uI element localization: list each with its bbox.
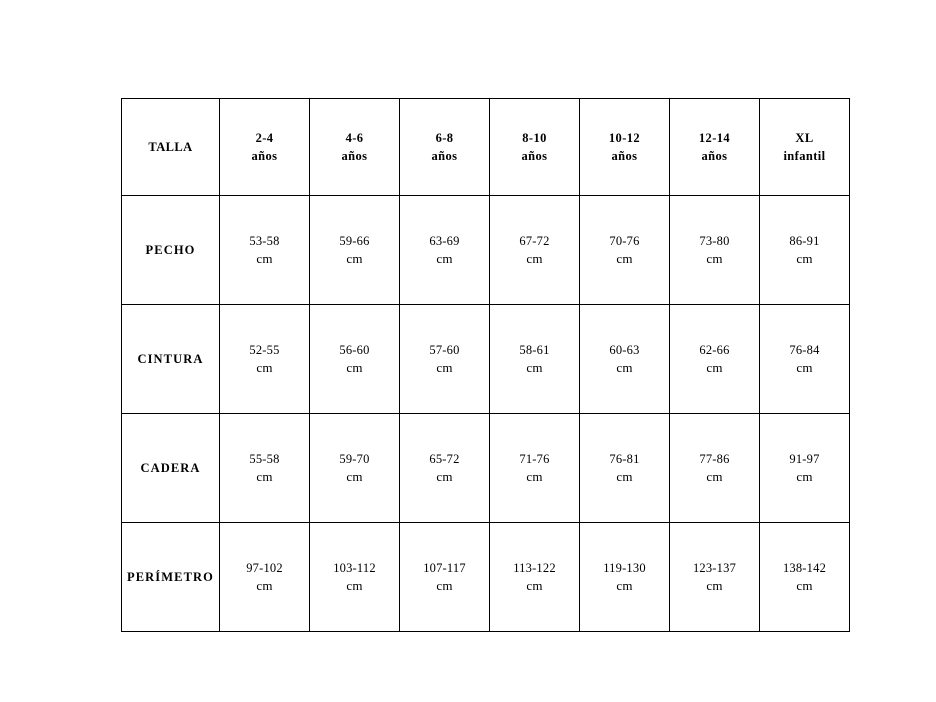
cell-cintura-8-10: [490, 305, 580, 414]
cell-unit: cm: [256, 468, 273, 484]
column-header-line2: años: [251, 149, 278, 163]
cell-cadera-2-4: [220, 414, 310, 523]
cell-range: 76-81: [609, 451, 640, 466]
cell-cintura-12-14: [670, 305, 760, 414]
cell-range: 70-76: [609, 233, 640, 248]
cell-unit: cm: [706, 359, 723, 375]
cell-cadera-10-12: [580, 414, 670, 523]
column-header-2-4: [220, 99, 310, 196]
column-header-6-8: [400, 99, 490, 196]
table-body: [122, 196, 850, 632]
cell-unit: cm: [616, 250, 633, 266]
cell-range: 73-80: [699, 233, 730, 248]
cell-perimetro-6-8: [400, 523, 490, 632]
column-header-line1: 8-10: [522, 130, 547, 145]
cell-unit: cm: [706, 468, 723, 484]
cell-range: 113-122: [513, 560, 556, 575]
cell-unit: cm: [706, 250, 723, 266]
cell-unit: cm: [346, 468, 363, 484]
column-header-line1: 10-12: [608, 130, 641, 145]
cell-cintura-6-8: [400, 305, 490, 414]
cell-range: 103-112: [333, 560, 376, 575]
cell-perimetro-10-12: [580, 523, 670, 632]
column-header-line2: años: [521, 149, 548, 163]
cell-pecho-10-12: [580, 196, 670, 305]
cell-cintura-xl-infantil: [760, 305, 850, 414]
cell-cintura-10-12: [580, 305, 670, 414]
table-header-row: [122, 99, 850, 196]
cell-range: 138-142: [782, 560, 827, 575]
column-header-10-12: [580, 99, 670, 196]
cell-range: 58-61: [519, 342, 550, 357]
cell-unit: cm: [256, 359, 273, 375]
cell-range: 63-69: [429, 233, 460, 248]
cell-perimetro-2-4: [220, 523, 310, 632]
cell-perimetro-12-14: [670, 523, 760, 632]
cell-unit: cm: [796, 250, 813, 266]
column-header-xl-infantil: [760, 99, 850, 196]
cell-unit: cm: [616, 468, 633, 484]
cell-pecho-8-10: [490, 196, 580, 305]
cell-perimetro-8-10: [490, 523, 580, 632]
cell-range: 60-63: [609, 342, 640, 357]
cell-range: 65-72: [429, 451, 460, 466]
cell-range: 107-117: [423, 560, 466, 575]
row-label-perimetro: PERÍMETRO: [122, 523, 220, 632]
cell-range: 53-58: [249, 233, 280, 248]
cell-pecho-2-4: [220, 196, 310, 305]
cell-range: 119-130: [603, 560, 646, 575]
table-row: [122, 305, 850, 414]
cell-unit: cm: [616, 577, 633, 593]
cell-unit: cm: [526, 468, 543, 484]
cell-cadera-8-10: [490, 414, 580, 523]
cell-pecho-4-6: [310, 196, 400, 305]
cell-unit: cm: [436, 577, 453, 593]
cell-range: 56-60: [339, 342, 370, 357]
cell-unit: cm: [346, 250, 363, 266]
cell-range: 62-66: [699, 342, 730, 357]
cell-unit: cm: [436, 250, 453, 266]
column-header-line2: infantil: [783, 149, 826, 163]
size-chart-table-wrapper: [121, 98, 827, 616]
cell-perimetro-xl-infantil: [760, 523, 850, 632]
column-header-line1: 6-8: [435, 130, 454, 145]
cell-unit: cm: [796, 577, 813, 593]
cell-range: 52-55: [249, 342, 280, 357]
column-header-line2: años: [341, 149, 368, 163]
cell-unit: cm: [706, 577, 723, 593]
cell-range: 86-91: [789, 233, 820, 248]
table-header: [122, 99, 850, 196]
column-header-line2: años: [611, 149, 638, 163]
column-header-line1: 12-14: [698, 130, 731, 145]
cell-unit: cm: [616, 359, 633, 375]
cell-cintura-2-4: [220, 305, 310, 414]
cell-cadera-12-14: [670, 414, 760, 523]
cell-range: 55-58: [249, 451, 280, 466]
cell-cintura-4-6: [310, 305, 400, 414]
cell-pecho-12-14: [670, 196, 760, 305]
column-header-8-10: [490, 99, 580, 196]
cell-unit: cm: [436, 468, 453, 484]
header-corner-talla: TALLA: [122, 99, 220, 196]
row-label-pecho: PECHO: [122, 196, 220, 305]
cell-unit: cm: [436, 359, 453, 375]
cell-cadera-xl-infantil: [760, 414, 850, 523]
cell-unit: cm: [346, 577, 363, 593]
cell-range: 97-102: [246, 560, 283, 575]
cell-unit: cm: [256, 250, 273, 266]
cell-unit: cm: [346, 359, 363, 375]
table-row: [122, 196, 850, 305]
column-header-line1: XL: [795, 130, 814, 145]
cell-unit: cm: [526, 359, 543, 375]
table-row: [122, 414, 850, 523]
row-label-cintura: CINTURA: [122, 305, 220, 414]
column-header-line1: 4-6: [345, 130, 364, 145]
cell-range: 91-97: [789, 451, 820, 466]
cell-range: 59-66: [339, 233, 370, 248]
column-header-line1: 2-4: [255, 130, 274, 145]
column-header-line2: años: [431, 149, 458, 163]
cell-perimetro-4-6: [310, 523, 400, 632]
cell-pecho-xl-infantil: [760, 196, 850, 305]
cell-unit: cm: [796, 359, 813, 375]
row-label-cadera: CADERA: [122, 414, 220, 523]
size-chart-table: [121, 98, 850, 632]
cell-range: 77-86: [699, 451, 730, 466]
column-header-12-14: [670, 99, 760, 196]
cell-cadera-6-8: [400, 414, 490, 523]
cell-range: 67-72: [519, 233, 550, 248]
cell-pecho-6-8: [400, 196, 490, 305]
column-header-line2: años: [701, 149, 728, 163]
cell-unit: cm: [256, 577, 273, 593]
column-header-4-6: [310, 99, 400, 196]
cell-range: 76-84: [789, 342, 820, 357]
cell-unit: cm: [796, 468, 813, 484]
cell-unit: cm: [526, 577, 543, 593]
cell-range: 57-60: [429, 342, 460, 357]
cell-range: 71-76: [519, 451, 550, 466]
table-row: [122, 523, 850, 632]
cell-range: 59-70: [339, 451, 370, 466]
cell-range: 123-137: [692, 560, 737, 575]
cell-cadera-4-6: [310, 414, 400, 523]
cell-unit: cm: [526, 250, 543, 266]
